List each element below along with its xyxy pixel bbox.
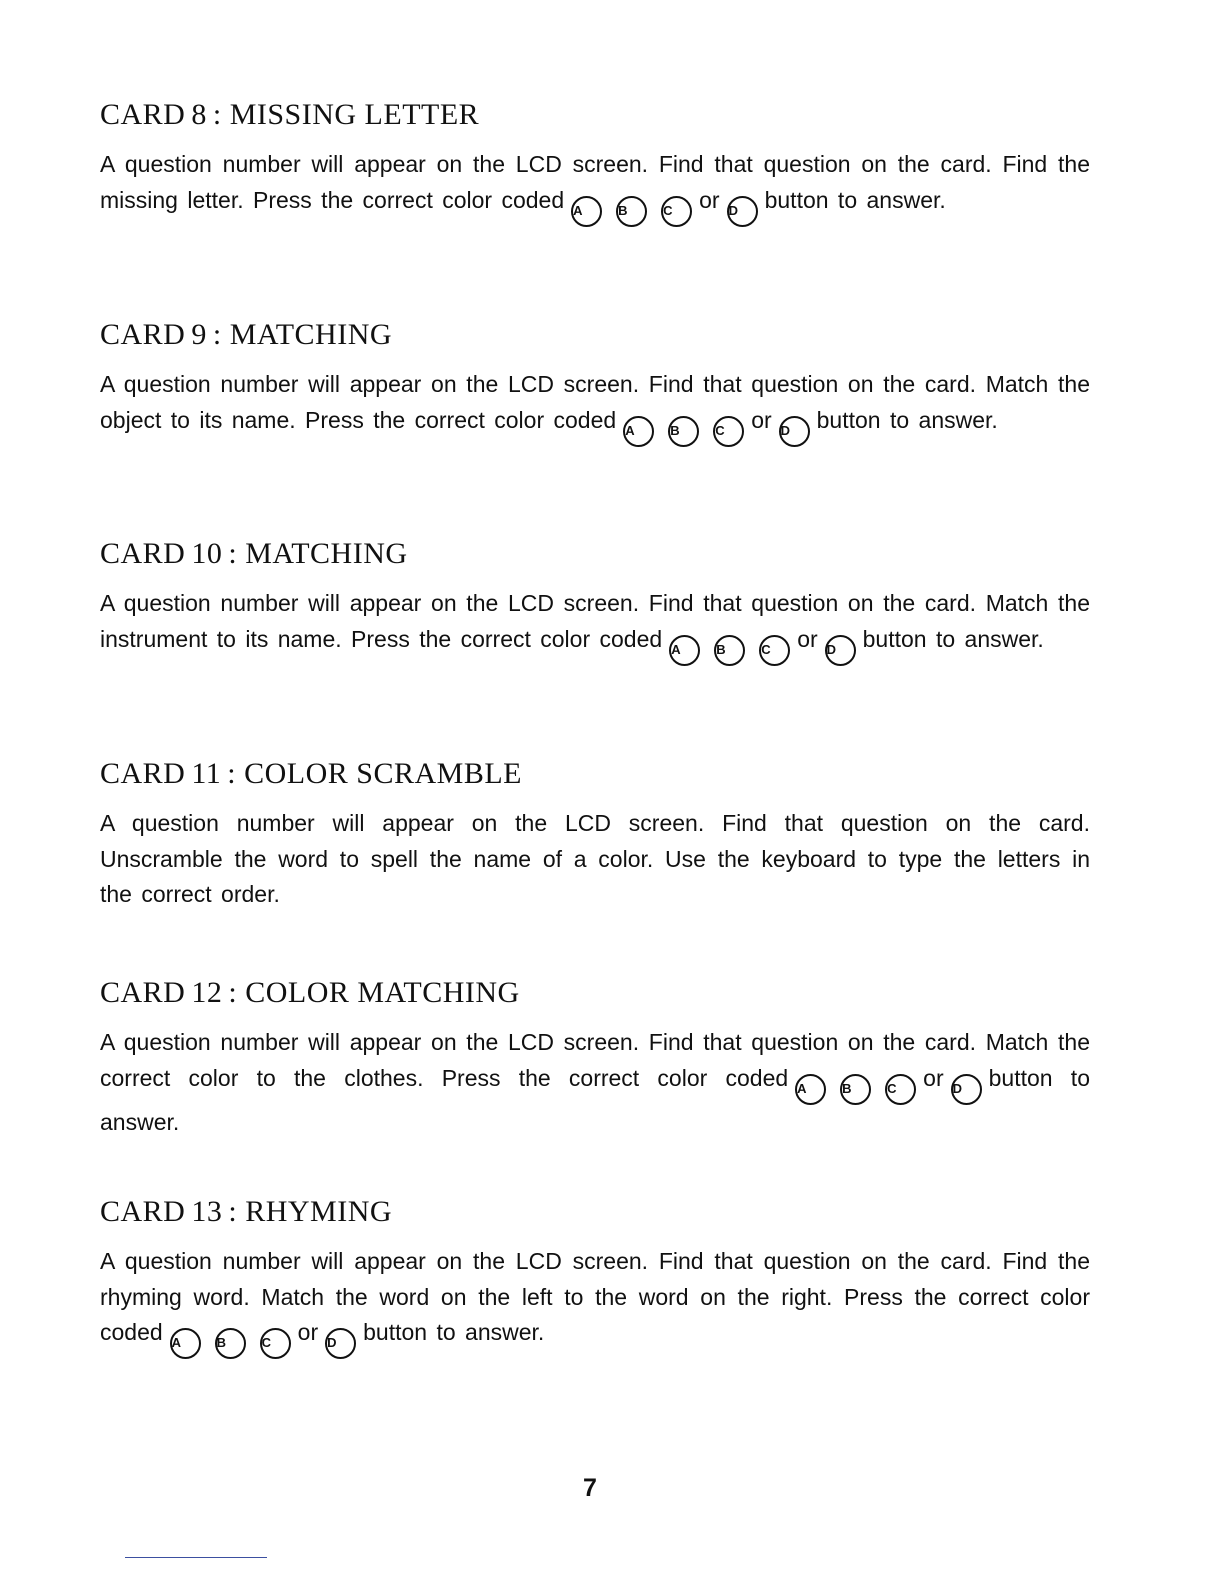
card-12-section <box>100 973 1090 1140</box>
card-13-instructions: A question number will appear on the LCD screen. Find that question on the card. Find the rhyming word. Match the word on the left to the word on the right. Press the correct color coded A B C or D button to answer. <box>100 1244 1090 1359</box>
card-11-instructions: A question number will appear on the LCD screen. Find that question on the card. Unscramble the word to spell the name of a color. Use the keyboard to type the letters in the correct order. <box>100 810 1090 907</box>
button-d-icon: D <box>825 635 856 666</box>
footer-rule <box>125 1557 267 1558</box>
card-13-heading: CARD 13 : RHYMING <box>100 1195 393 1228</box>
button-a-icon: A <box>669 635 700 666</box>
page-number: 7 <box>583 1474 597 1502</box>
card-12-heading: CARD 12 : COLOR MATCHING <box>100 976 520 1009</box>
card-11-section <box>100 754 1090 913</box>
button-a-icon: A <box>623 416 654 447</box>
button-b-icon: B <box>840 1074 871 1105</box>
button-c-icon: C <box>661 196 692 227</box>
button-c-icon: C <box>713 416 744 447</box>
button-b-icon: B <box>668 416 699 447</box>
card-9-section <box>100 315 1090 447</box>
button-a-icon: A <box>571 196 602 227</box>
card-13-section <box>100 1192 1090 1359</box>
button-a-icon: A <box>170 1328 201 1359</box>
button-d-icon: D <box>779 416 810 447</box>
card-8-instructions: A question number will appear on the LCD screen. Find that question on the card. Find the missing letter. Press the correct color coded A B C or D button to answer. <box>100 147 1090 227</box>
button-d-icon: D <box>325 1328 356 1359</box>
card-12-instructions: A question number will appear on the LCD screen. Find that question on the card. Match the correct color to the clothes. Press the correct color coded A B C or D button to answer. <box>100 1029 1090 1135</box>
card-10-heading: CARD 10 : MATCHING <box>100 537 408 570</box>
card-11-heading: CARD 11 : COLOR SCRAMBLE <box>100 757 522 790</box>
button-b-icon: B <box>616 196 647 227</box>
card-8-heading: CARD 8 : MISSING LETTER <box>100 98 480 131</box>
button-b-icon: B <box>215 1328 246 1359</box>
button-d-icon: D <box>951 1074 982 1105</box>
button-b-icon: B <box>714 635 745 666</box>
card-9-instructions: A question number will appear on the LCD screen. Find that question on the card. Match the object to its name. Press the correct color coded A B C or D button to answer. <box>100 367 1090 447</box>
card-10-section <box>100 534 1090 666</box>
button-c-icon: C <box>885 1074 916 1105</box>
button-a-icon: A <box>795 1074 826 1105</box>
button-c-icon: C <box>260 1328 291 1359</box>
button-d-icon: D <box>727 196 758 227</box>
card-10-instructions: A question number will appear on the LCD screen. Find that question on the card. Match the instrument to its name. Press the correct color coded A B C or D button to answer. <box>100 586 1090 666</box>
card-8-section <box>100 95 1090 227</box>
card-9-heading: CARD 9 : MATCHING <box>100 318 393 351</box>
button-c-icon: C <box>759 635 790 666</box>
